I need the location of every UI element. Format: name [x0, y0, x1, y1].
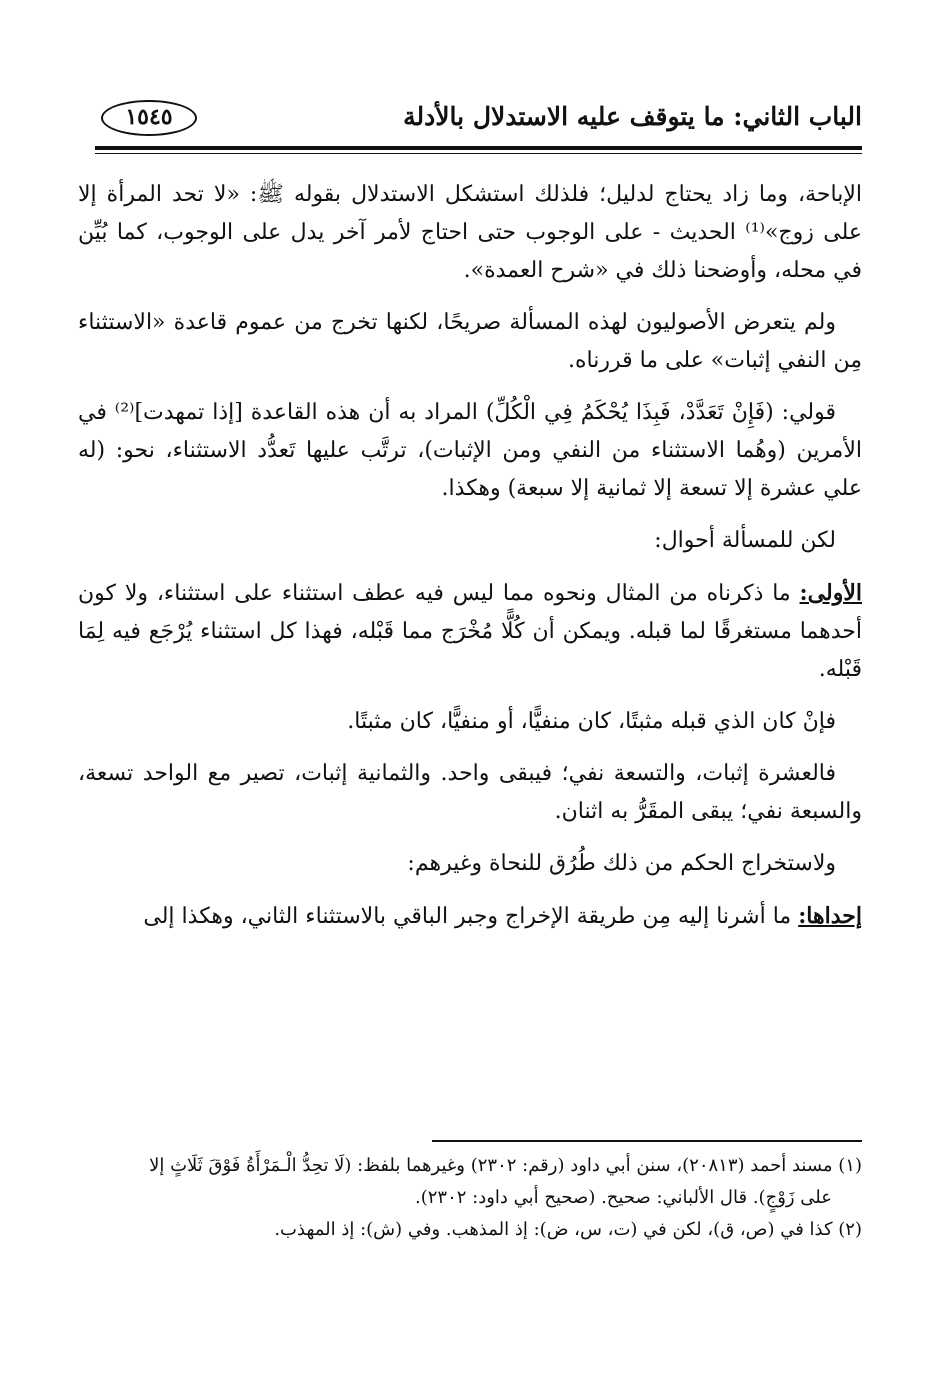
paragraph-first-case [78, 574, 862, 689]
footnotes [78, 1150, 862, 1246]
paragraph: قولي: (فَإِنْ تَعَدَّدْ، فَبِذَا يُحْكَمُ فِي الْكُلِّ) المراد به أن هذه القاعدة [إذا تمهدت]⁽²⁾ في الأمرين (وهُما الاستثناء من النفي ومن الإثبات)، ترتَّب عليها تَعدُّد الاستثناء، نحو: (له علي عشرة إلا تسعة إلا ثمانية إلا سبعة) وهكذا. [78, 400, 862, 501]
body-text [78, 176, 862, 950]
chapter-title: الباب الثاني: ما يتوقف عليه الاستدلال بالأدلة [403, 102, 862, 131]
header-rule-thick [95, 146, 862, 150]
footnote-1-continuation: على زَوْجٍ). قال الألباني: صحيح. (صحيح أبي داود: ٢٣٠٢). [414, 1187, 832, 1208]
footnote-separator [432, 1140, 862, 1142]
paragraph-text: ما ذكرناه من المثال ونحوه مما ليس فيه عطف استثناء على استثناء، ولا كون أحدهما مستغرقًا لما قبله. ويمكن أن كُلًّا مُخْرَج مما قَبْله، فهذا كل استثناء يُرْجَع فيه لِمَا قَبْله. [78, 581, 862, 682]
footnote-1: (١) مسند أحمد (٢٠٨١٣)، سنن أبي داود (رقم: ٢٣٠٢) وغيرهما بلفظ: (لَا تحِدُّ الْـمَرْأَةُ فَوْقَ ثَلَاثٍ إلا [149, 1155, 862, 1176]
term-first: الأولى: [799, 580, 862, 606]
running-header [95, 96, 862, 146]
paragraph: فالعشرة إثبات، والتسعة نفي؛ فيبقى واحد. والثمانية إثبات، تصير مع الواحد تسعة، والسبعة نفي؛ يبقى المقَرُّ به اثنان. [78, 761, 862, 824]
paragraph: فإنْ كان الذي قبله مثبتًا، كان منفيًّا، أو منفيًّا، كان مثبتًا. [347, 709, 836, 734]
header-rule-thin [95, 153, 862, 154]
paragraph: ولم يتعرض الأصوليون لهذه المسألة صريحًا، لكنها تخرج من عموم قاعدة «الاستثناء مِن النفي إثبات» على ما قررناه. [78, 310, 862, 373]
paragraph-text: ما أشرنا إليه مِن طريقة الإخراج وجبر الباقي بالاستثناء الثاني، وهكذا إلى [143, 904, 792, 929]
footnote-2: (٢) كذا في (ص، ق)، لكن في (ت، س، ض): إذ المذهب. وفي (ش): إذ المهذب. [274, 1219, 862, 1240]
paragraph: الإباحة، وما زاد يحتاج لدليل؛ فلذلك استشكل الاستدلال بقوله ﷺ: «لا تحد المرأة إلا على زوج»⁽¹⁾ الحديث - على الوجوب حتى احتاج لأمر آخر يدل على الوجوب، كما بُيِّن في محله، وأوضحنا ذلك في «شرح العمدة». [78, 182, 862, 283]
paragraph: لكن للمسألة أحوال: [654, 528, 836, 553]
paragraph-method-one [78, 897, 862, 936]
paragraph: ولاستخراج الحكم من ذلك طُرُق للنحاة وغيرهم: [407, 851, 836, 876]
page-number: ١٥٤٥ [101, 100, 197, 136]
term-one-of-them: إحداها: [798, 903, 862, 929]
